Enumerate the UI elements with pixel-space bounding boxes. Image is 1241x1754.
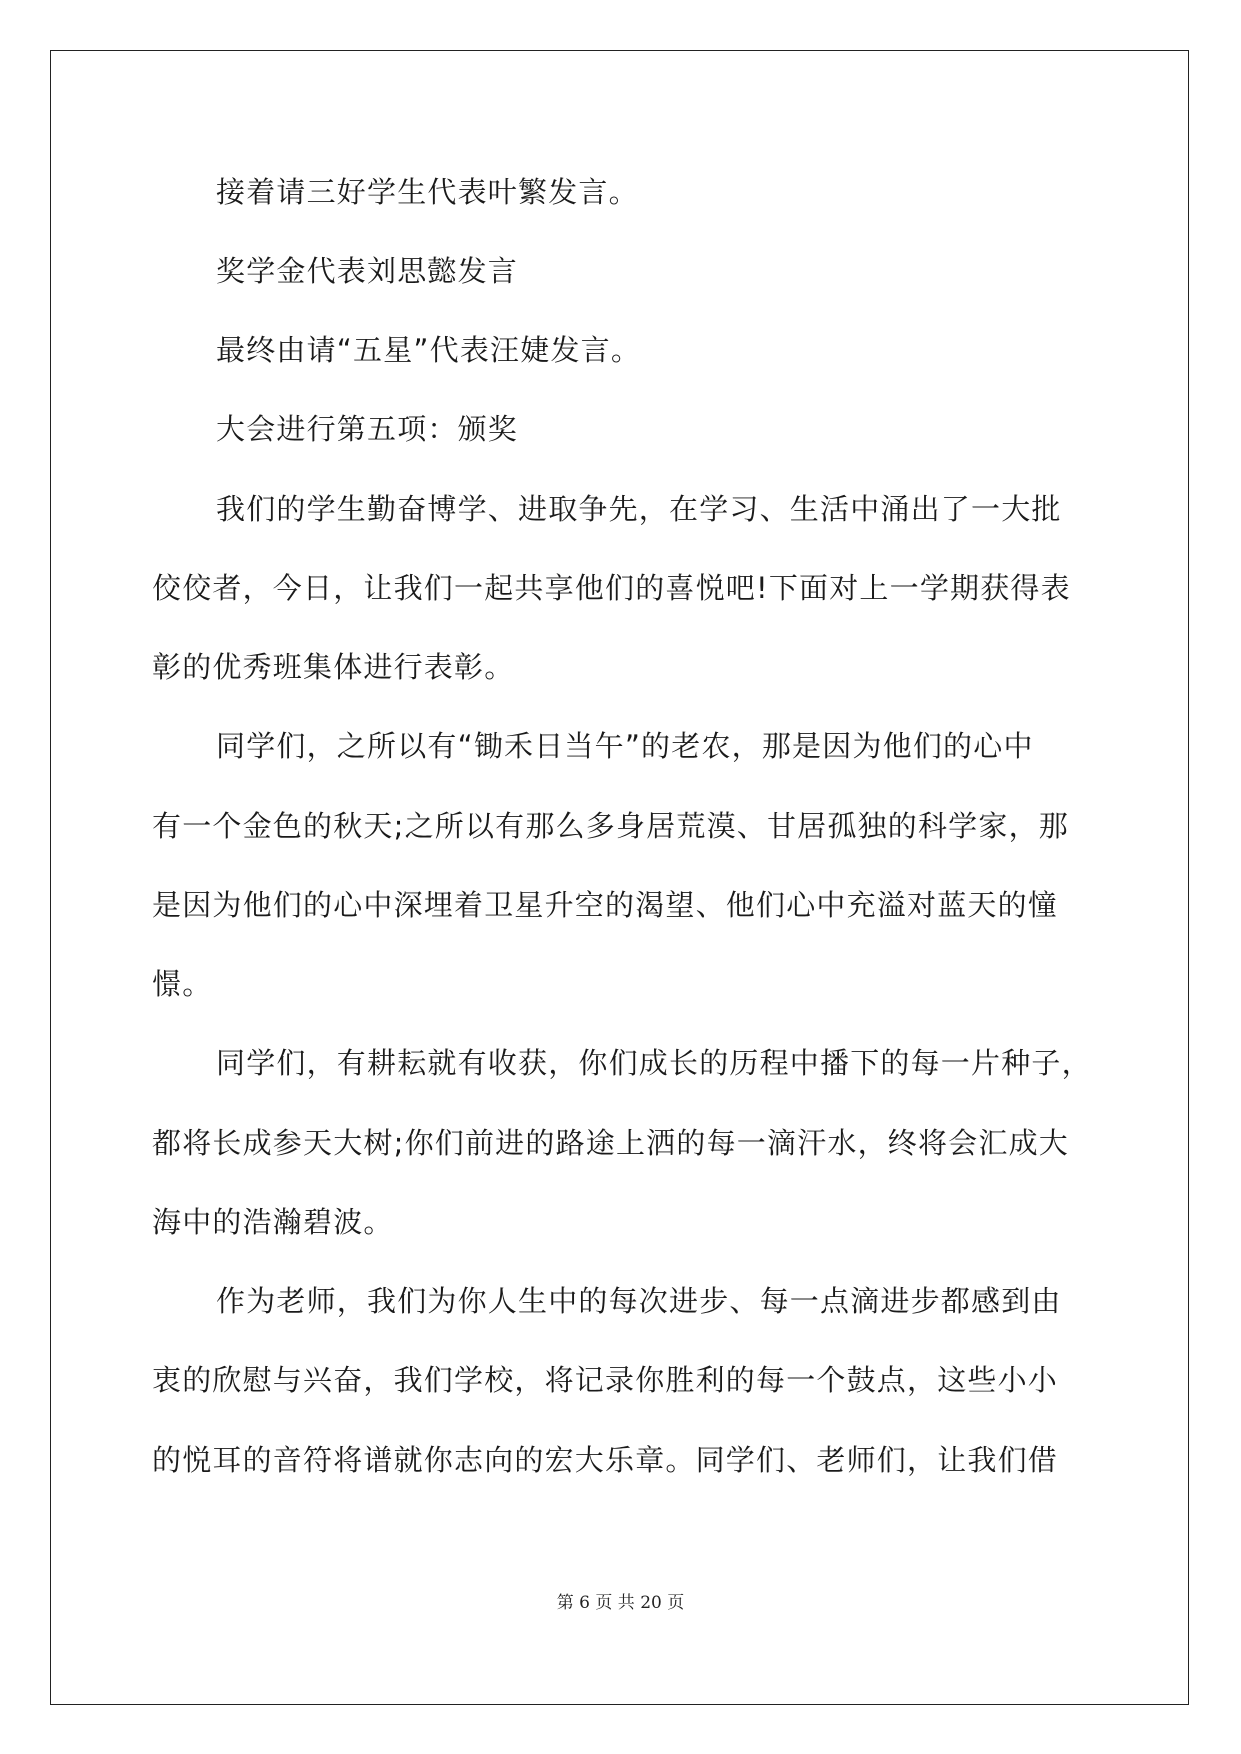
text-line: 憬。 (152, 967, 213, 1001)
text-line: 同学们，有耕耘就有收获，你们成长的历程中播下的每一片种子， (216, 1046, 1092, 1080)
text-line: 有一个金色的秋天;之所以有那么多身居荒漠、甘居孤独的科学家，那 (152, 809, 1069, 843)
page-number-footer: 第 6 页 共 20 页 (556, 1593, 685, 1613)
text-line: 最终由请“五星”代表汪婕发言。 (216, 333, 642, 367)
text-line: 佼佼者，今日，让我们一起共享他们的喜悦吧!下面对上一学期获得表 (152, 571, 1071, 605)
text-line: 接着请三好学生代表叶繁发言。 (216, 175, 639, 209)
text-line: 奖学金代表刘思懿发言 (216, 254, 519, 288)
text-line: 大会进行第五项：颁奖 (216, 412, 519, 446)
text-line: 同学们，之所以有“锄禾日当午”的老农，那是因为他们的心中 (216, 729, 1034, 763)
text-line: 是因为他们的心中深埋着卫星升空的渴望、他们心中充溢对蓝天的憧 (152, 888, 1059, 922)
text-line: 都将长成参天大树;你们前进的路途上洒的每一滴汗水，终将会汇成大 (152, 1126, 1069, 1160)
text-line: 我们的学生勤奋博学、进取争先，在学习、生活中涌出了一大批 (216, 492, 1062, 526)
text-line: 衷的欣慰与兴奋，我们学校，将记录你胜利的每一个鼓点，这些小小 (152, 1363, 1059, 1397)
text-line: 作为老师，我们为你人生中的每次进步、每一点滴进步都感到由 (216, 1284, 1062, 1318)
text-line: 海中的浩瀚碧波。 (152, 1205, 394, 1239)
text-line: 的悦耳的音符将谱就你志向的宏大乐章。同学们、老师们，让我们借 (152, 1443, 1059, 1477)
text-line: 彰的优秀班集体进行表彰。 (152, 650, 515, 684)
